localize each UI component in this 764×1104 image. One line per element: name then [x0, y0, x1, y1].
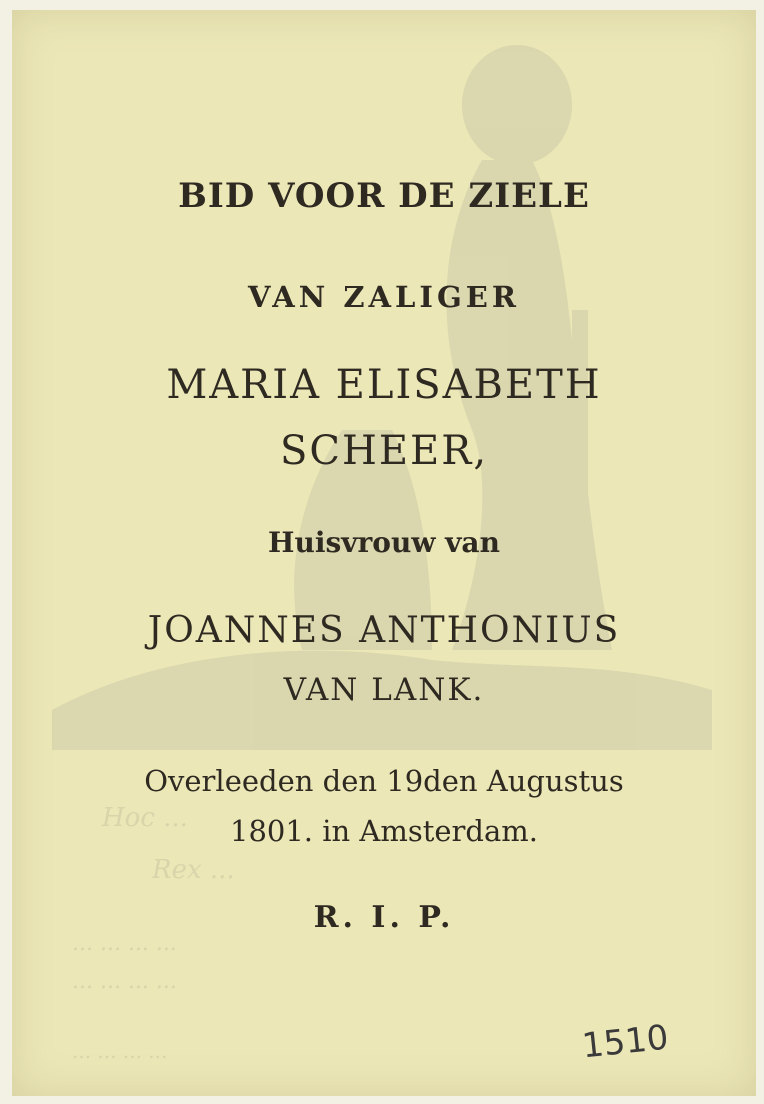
svg-text:... ... ... ...: ... ... ... ... — [72, 1039, 168, 1063]
spouse-surname: VAN LANK. — [283, 672, 485, 708]
death-date: Overleeden den 19den Augustus — [144, 764, 624, 798]
svg-text:Rex ...: Rex ... — [152, 855, 235, 885]
deceased-surname: SCHEER, — [279, 428, 489, 474]
rip-text: R. I. P. — [313, 900, 455, 935]
memorial-card — [12, 10, 756, 1096]
spouse-given-names: JOANNES ANTHONIUS — [147, 610, 621, 651]
death-year-place: 1801. in Amsterdam. — [230, 814, 538, 848]
svg-text:Hoc ...: Hoc ... — [102, 803, 188, 833]
deceased-prefix: VAN ZALIGER — [248, 280, 520, 314]
prayer-heading: BID VOOR DE ZIELE — [178, 176, 590, 216]
svg-text:... ... ... ...: ... ... ... ... — [72, 969, 177, 994]
relation-label: Huisvrouw van — [268, 526, 500, 559]
inventory-number: 1510 — [580, 1017, 671, 1067]
deceased-given-names: MARIA ELISABETH — [166, 362, 602, 408]
svg-text:... ... ... ...: ... ... ... ... — [72, 931, 177, 956]
